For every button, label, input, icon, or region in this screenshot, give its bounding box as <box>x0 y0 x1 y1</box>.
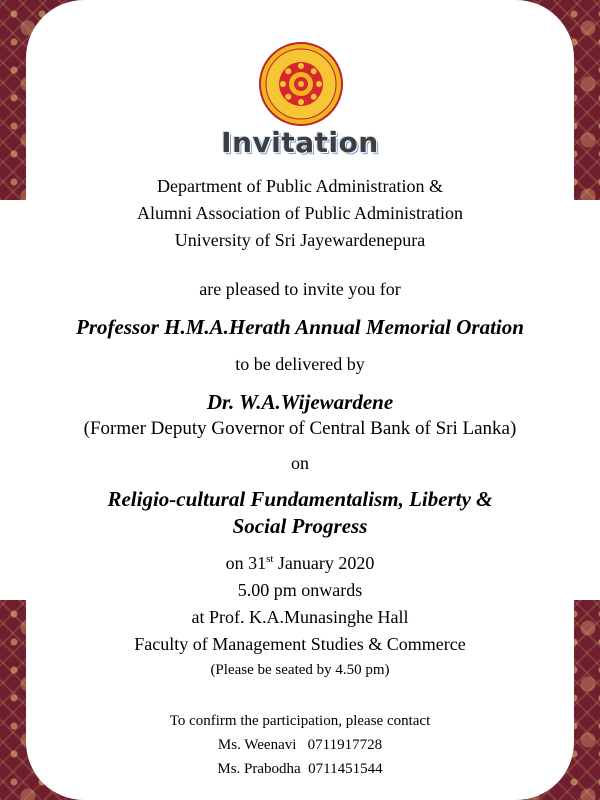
invite-line: are pleased to invite you for <box>199 279 401 299</box>
organizer-line-3: University of Sri Jayewardenepura <box>174 230 426 250</box>
event-date <box>0 553 600 574</box>
contact-person-1: Ms. Weenavi 0711917728 <box>217 737 383 753</box>
oration-title: Professor H.M.A.Herath Annual Memorial Oration <box>76 315 524 339</box>
organizer-line-1: Department of Public Administration & <box>157 176 443 196</box>
event-time: 5.00 pm onwards <box>237 580 363 600</box>
event-venue: at Prof. K.A.Munasinghe Hall <box>191 607 409 627</box>
contact-intro: To confirm the participation, please contact <box>169 713 431 729</box>
on-label: on <box>291 453 309 473</box>
invitation-title: Invitation <box>221 126 379 159</box>
date-rest: January 2020 <box>273 553 375 573</box>
speaker-name: Dr. W.A.Wijewardene <box>206 390 394 414</box>
event-faculty: Faculty of Management Studies & Commerce <box>134 634 466 654</box>
date-prefix: on 31 <box>225 553 267 573</box>
delivered-by-line: to be delivered by <box>235 354 365 374</box>
contact-person-2: Ms. Prabodha 0711451544 <box>217 761 383 777</box>
date-suffix: st <box>266 553 274 565</box>
topic-line-2: Social Progress <box>232 514 368 538</box>
topic-line-1: Religio-cultural Fundamentalism, Liberty & <box>107 487 493 511</box>
seating-note: (Please be seated by 4.50 pm) <box>210 662 390 678</box>
university-seal-logo <box>259 42 343 126</box>
speaker-role: (Former Deputy Governor of Central Bank of Sri Lanka) <box>83 418 517 439</box>
organizer-line-2: Alumni Association of Public Administration <box>137 203 463 223</box>
